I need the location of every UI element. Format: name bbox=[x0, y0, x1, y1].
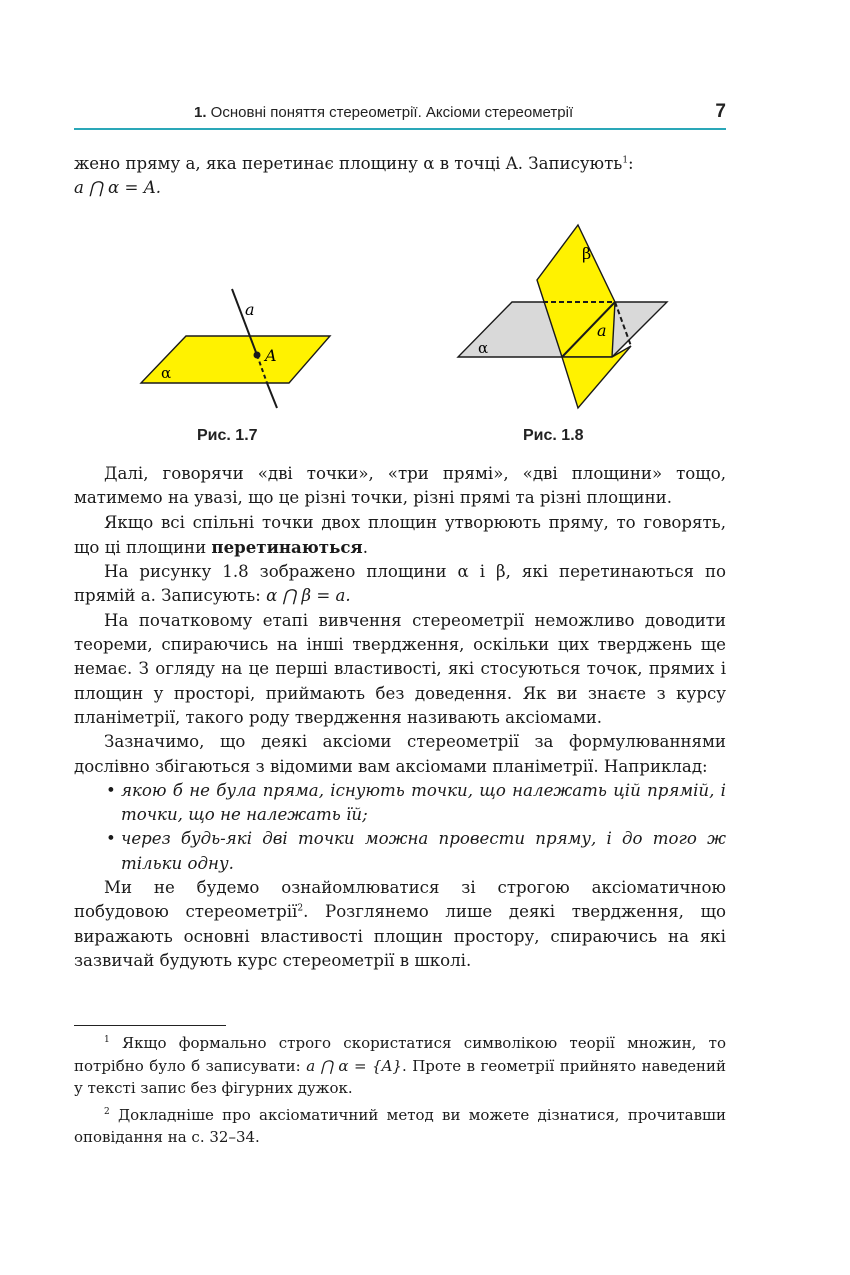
bullet: • bbox=[106, 829, 116, 849]
footnotes bbox=[74, 1032, 726, 1149]
footnote-1-end: . Проте в геометрії прийнято наведений у тексті запис без фігурних дужок. bbox=[74, 1056, 727, 1097]
axiom-item bbox=[74, 779, 726, 828]
main-text bbox=[74, 462, 726, 973]
paragraph-3 bbox=[74, 560, 726, 609]
paragraph-6 bbox=[74, 876, 726, 973]
caption-fig-1-7: Рис. 1.7 bbox=[197, 427, 258, 444]
footnote-separator bbox=[74, 1025, 226, 1026]
paragraph-1: Далі, говорячи «дві точки», «три прямі», «дві площини» тощо, матимемо на увазі, що це різні точки, різні прямі та різні площини. bbox=[74, 464, 726, 508]
label-alpha-fig18: α bbox=[478, 339, 489, 357]
intro-line: жено пряму a, яка перетинає площину α в точці A. Записують bbox=[74, 154, 623, 173]
point-A bbox=[254, 352, 261, 359]
figure-1-7 bbox=[141, 289, 330, 408]
section-title: Основні поняття стереометрії. Аксіоми стереометрії bbox=[206, 104, 574, 121]
line-a-lower bbox=[267, 383, 277, 408]
figures-svg bbox=[0, 0, 850, 460]
figure-1-8 bbox=[458, 225, 667, 408]
p6-end: . Розглянемо лише деякі твердження, що виражають основні властивості площин простору, спираючись на які зазвичай будують курс стереометрії в школі. bbox=[74, 902, 726, 970]
paragraph-4: На початковому етапі вивчення стереометрії неможливо доводити теореми, спираючись на інші твердження, оскільки цих тверджень ще немає. З огляду на це перші властивості, які стосуються точок, прямих і площин у просторі, приймають без доведення. Як ви знаєте з курсу планіметрії, такого роду твердження називають аксіомами. bbox=[74, 610, 726, 727]
intro-colon: : bbox=[628, 154, 634, 173]
axiom-item bbox=[74, 827, 726, 876]
footnote-mark-2: 2 bbox=[104, 1106, 110, 1117]
page-number: 7 bbox=[715, 101, 726, 122]
label-a-fig18: a bbox=[597, 321, 607, 340]
label-beta-fig18: β bbox=[582, 244, 592, 263]
axiom-text: якою б не була пряма, існують точки, що належать цій прямій, і точки, що не належать їй; bbox=[121, 780, 726, 825]
p2-end: . bbox=[362, 537, 368, 557]
intro-formula: a ⋂ α = A. bbox=[74, 178, 161, 198]
footnote-ref-1: 1 bbox=[622, 155, 629, 166]
bullet: • bbox=[106, 780, 116, 800]
paragraph-2 bbox=[74, 511, 726, 561]
footnote-mark-1: 1 bbox=[104, 1035, 110, 1045]
p6-text: Ми не будемо ознайомлюватися зі строгою аксіоматичною побудовою стереометрії bbox=[74, 878, 726, 922]
paragraph-5: Зазначимо, що деякі аксіоми стереометрії за формулюваннями дослівно збігаються з відомими вам аксіомами планіметрії. Наприклад: bbox=[74, 732, 726, 776]
p2-text: Якщо всі спільні точки двох площин утворюють пряму, то говорять, що ці площини bbox=[74, 512, 726, 557]
footnote-ref-2: 2 bbox=[297, 903, 304, 914]
p3-formula: α ⋂ β = a. bbox=[266, 586, 351, 606]
footnote-2 bbox=[74, 1104, 726, 1149]
axiom-list bbox=[74, 779, 726, 876]
footnote-1 bbox=[74, 1032, 726, 1100]
footnote-1-formula: a ⋂ α = {A} bbox=[306, 1056, 402, 1075]
section-number: 1. bbox=[194, 104, 207, 121]
footnote-2-text: Докладніше про аксіоматичний метод ви можете дізнатися, прочитавши оповідання на с. 32–34. bbox=[74, 1105, 726, 1146]
axiom-text: через будь-які дві точки можна провести пряму, і до того ж тільки одну. bbox=[121, 829, 726, 873]
p3-text: На рисунку 1.8 зображено площини α і β, які перетинаються по прямій a. Записують: bbox=[74, 562, 726, 606]
label-a-fig17: a bbox=[245, 300, 255, 319]
label-A-fig17: A bbox=[265, 346, 277, 365]
label-alpha-fig17: α bbox=[161, 364, 172, 382]
term-intersect: перетинаються bbox=[211, 536, 363, 557]
footnote-1-text: Якщо формально строго скористатися символікою теорії множин, то потрібно було б записувати: bbox=[74, 1034, 726, 1075]
caption-fig-1-8: Рис. 1.8 bbox=[523, 427, 584, 444]
